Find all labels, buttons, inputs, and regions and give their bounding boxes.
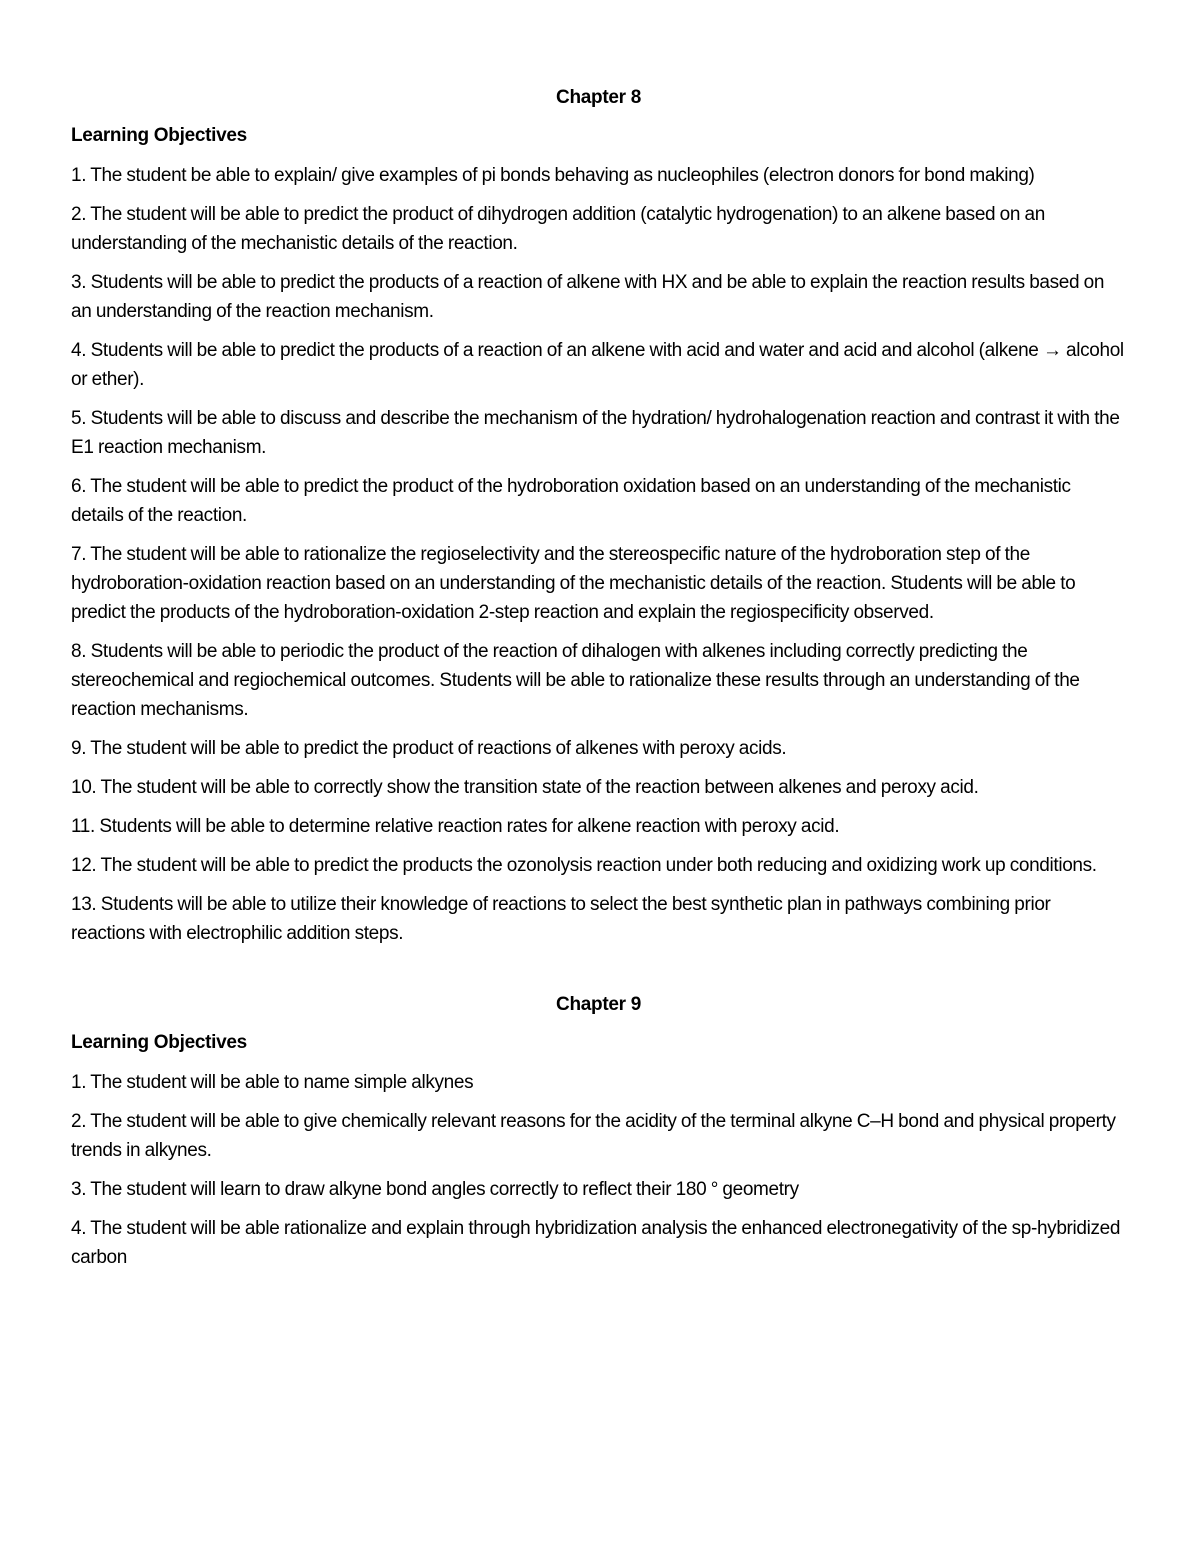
objective-item: 7. The student will be able to rationalize the regioselectivity and the stereospecific nature of the hydroboration step of the hydroboration-oxidation reaction based on an understanding of the mechanistic details of the reaction. Students will be able to predict the products of the hydroboration-oxidation 2-step reaction and explain the regiospecificity observed. bbox=[71, 544, 1076, 623]
objective-item: 3. The student will learn to draw alkyne bond angles correctly to reflect their 180 ° geometry bbox=[71, 1179, 799, 1200]
objective-item: 4. The student will be able rationalize and explain through hybridization analysis the enhanced electronegativity of the sp-hybridized carbon bbox=[71, 1218, 1121, 1268]
objective-item: 1. The student be able to explain/ give examples of pi bonds behaving as nucleophiles (electron donors for bond making) bbox=[71, 165, 1035, 186]
learning-objectives-heading: Learning Objectives bbox=[71, 1032, 247, 1053]
chapter-9-section bbox=[71, 991, 1126, 1272]
chapter-8-section bbox=[71, 84, 1126, 948]
objective-item: 10. The student will be able to correctly show the transition state of the reaction between alkenes and peroxy acid. bbox=[71, 777, 979, 798]
learning-objectives-heading: Learning Objectives bbox=[71, 125, 247, 146]
objective-item: 5. Students will be able to discuss and describe the mechanism of the hydration/ hydrohalogenation reaction and contrast it with the E1 reaction mechanism. bbox=[71, 408, 1120, 458]
objective-item: 2. The student will be able to predict the product of dihydrogen addition (catalytic hydrogenation) to an alkene based on an understanding of the mechanistic details of the reaction. bbox=[71, 204, 1045, 254]
objective-item: 1. The student will be able to name simple alkynes bbox=[71, 1072, 474, 1093]
objective-item: 2. The student will be able to give chemically relevant reasons for the acidity of the terminal alkyne C–H bond and physical property trends in alkynes. bbox=[71, 1111, 1116, 1161]
objective-item: 12. The student will be able to predict the products the ozonolysis reaction under both reducing and oxidizing work up conditions. bbox=[71, 855, 1097, 876]
chapter-title: Chapter 8 bbox=[556, 87, 641, 108]
objective-item: 3. Students will be able to predict the products of a reaction of alkene with HX and be able to explain the reaction results based on an understanding of the reaction mechanism. bbox=[71, 272, 1105, 322]
objective-item: 8. Students will be able to periodic the product of the reaction of dihalogen with alkenes including correctly predicting the stereochemical and regiochemical outcomes. Students will be able to rationalize these results through an understanding of the reaction mechanisms. bbox=[71, 641, 1080, 720]
objective-item: 4. Students will be able to predict the products of a reaction of an alkene with acid and water and acid and alcohol (alkene → alcohol or ether). bbox=[71, 340, 1124, 390]
objective-item: 6. The student will be able to predict the product of the hydroboration oxidation based on an understanding of the mechanistic details of the reaction. bbox=[71, 476, 1071, 526]
chapter-title: Chapter 9 bbox=[556, 994, 641, 1015]
objective-item: 11. Students will be able to determine relative reaction rates for alkene reaction with peroxy acid. bbox=[71, 816, 840, 837]
objective-item: 9. The student will be able to predict the product of reactions of alkenes with peroxy acids. bbox=[71, 738, 787, 759]
document-page bbox=[71, 84, 1126, 1282]
objective-item: 13. Students will be able to utilize their knowledge of reactions to select the best synthetic plan in pathways combining prior reactions with electrophilic addition steps. bbox=[71, 894, 1051, 944]
